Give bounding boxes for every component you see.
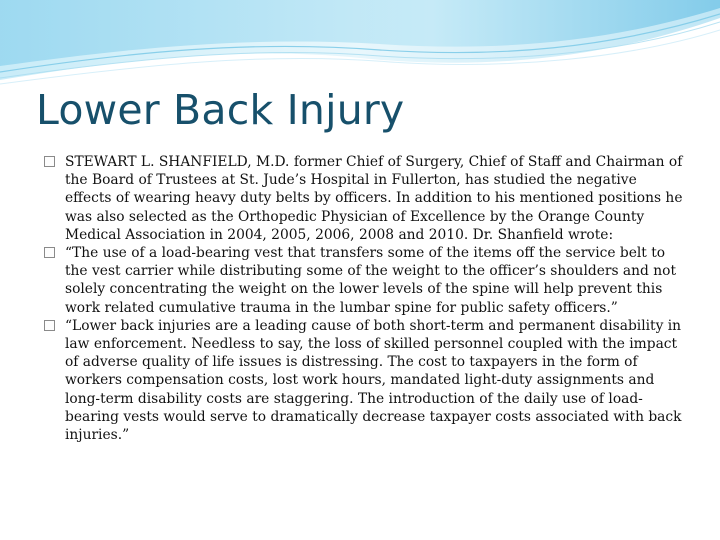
bullet-text: “Lower back injuries are a leading cause of both short-term and permanent disability in law enforcement. Needless to say, the loss of skilled personnel coupled with the impact of adverse quality of life issues is distressing. The cost to taxpayers in the form of workers compensation costs, lost work hours, mandated light-duty assignments and long-term disability costs are staggering. The introduction of the daily use of load-bearing vests would serve to dramatically decrease taxpayer costs associated with back injuries.” bbox=[65, 317, 682, 444]
bullet-text: STEWART L. SHANFIELD, M.D. former Chief of Surgery, Chief of Staff and Chairman of the Board of Trustees at St. Jude’s Hospital in Fullerton, has studied the negative effects of wearing heavy duty belts by officers. In addition to his mentioned positions he was also selected as the Orthopedic Physician of Excellence by the Orange County Medical Association in 2004, 2005, 2006, 2008 and 2010. Dr. Shanfield wrote: bbox=[65, 154, 683, 243]
bullet-text: “The use of a load-bearing vest that transfers some of the items off the service belt to the vest carrier while distributing some of the weight to the officer’s shoulders and not solely concentrating the weight on the lower levels of the spine will help prevent this work related cumulative trauma in the lumbar spine for public safety officers.” bbox=[65, 245, 676, 316]
header-wave-decoration bbox=[0, 0, 720, 90]
bullet-list bbox=[44, 153, 684, 444]
bullet-item bbox=[44, 317, 684, 444]
square-bullet-icon bbox=[44, 320, 55, 331]
square-bullet-icon bbox=[44, 247, 55, 258]
bullet-item bbox=[44, 244, 684, 317]
slide-title: Lower Back Injury bbox=[36, 86, 405, 134]
square-bullet-icon bbox=[44, 156, 55, 167]
bullet-item bbox=[44, 153, 684, 244]
